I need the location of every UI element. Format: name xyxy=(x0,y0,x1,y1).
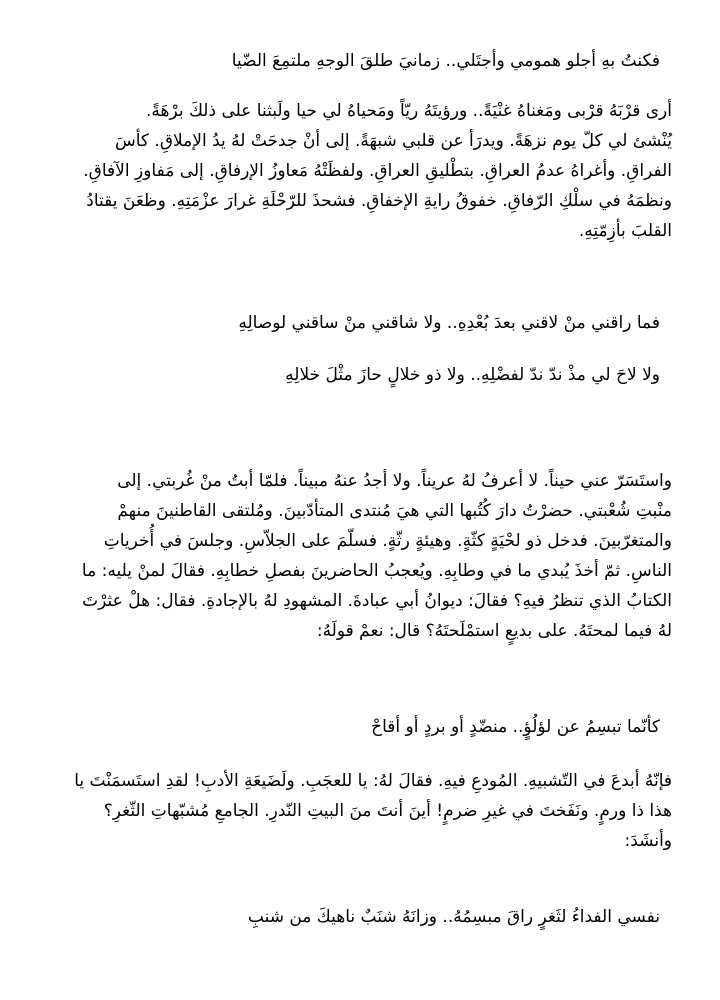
verse-2 xyxy=(60,360,660,390)
text-line: يُنْشئ لي كلّ يوم نزهَةً. ويدرَأ عن قلبي شبهَةً. إلى أنْ جدحَتْ لهُ يدُ الإملاقِ. كأسَ xyxy=(114,131,672,151)
text-line: واستَسَرّ عني حيناً. لا أعرفُ لهُ عريناً. ولا أجدُ عنهُ مبيناً. فلمّا أبتُ منْ غُربتي. إلى xyxy=(117,471,672,491)
text-line: القلبَ بأزِمّتِهِ. xyxy=(578,221,672,241)
paragraph-3 xyxy=(48,766,672,856)
text-line: هذا ذا ورمٍ. ونَفَختَ في غيرِ ضرمٍ! أينَ أنتَ منَ البيتِ النّدرِ. الجامعِ مُشبّهاتِ الثّغرِ؟ xyxy=(103,801,672,821)
text-line: والمتغرّبينَ. فدخل ذو لحْيَةٍ كثّةٍ. وهيئةٍ رثّةٍ. فسلّمَ على الجلاّسِ. وجلسَ في أُخرياتِ xyxy=(103,531,672,551)
text-line: الناسِ. ثمّ أخذَ يُبدي ما في وطابِهِ. ويُعجبُ الحاضرينَ بفصلِ خطابِهِ. فقالَ لمنْ يليه: ما xyxy=(81,561,672,581)
opening-verse xyxy=(60,46,660,76)
text-line: لهُ فيما لمحتَهُ. على بديعٍ استمْلَحتَهُ؟ قال: نعمْ قولَهُ: xyxy=(316,621,672,641)
text-line: ولا لاحَ لي مذْ ندّ ندّ لفضْلِهِ.. ولا ذو خلالٍ حازَ مثْلَ خلالِهِ xyxy=(285,365,660,385)
paragraph-1 xyxy=(48,96,672,246)
text-line: كأنّما تبسِمُ عن لؤلُؤٍ.. منضّدٍ أو بردٍ أو أقاحْ xyxy=(371,717,660,737)
text-line: وأنشَدَ: xyxy=(624,831,672,851)
text-line: ونظمَهُ في سلْكِ الرّفاقِ. خفوقُ رايةِ الإخفاقِ. فشحذَ للرّحْلَةِ غرارَ عزْمَتِهِ. وظعَنَ يقتادُ xyxy=(86,191,672,211)
text-line: نفسي الفداءُ لثَغرٍ راقَ مبسِمُهُ.. وزانَهُ شنَبٌ ناهيكَ من شنبِ xyxy=(247,907,660,927)
verse-1 xyxy=(60,308,660,338)
text-line: الفراقِ. وأغراهُ عدمُ العراقِ. بتطْليقِ العراقِ. ولفظَتْهُ مَعاوزُ الإرفاقِ. إلى مَفاوزِ الآفاقِ. xyxy=(83,161,672,181)
text-line: فإنّهُ أبدعَ في التّشبيهِ. المُودعِ فيهِ. فقالَ لهُ: يا للعجَبِ. ولَضَيعَةِ الأدبِ! لقدِ استَسمَنْتَ يا xyxy=(74,771,672,791)
paragraph-2 xyxy=(48,466,672,646)
text-line: فكنتُ بهِ أجلو همومي وأجتَلي.. زمانيَ طلقَ الوجهِ ملتمِعَ الضّيا xyxy=(231,51,660,71)
verse-3 xyxy=(60,712,660,742)
text-line: الكتابُ الذي تنظرُ فيهِ؟ فقالَ: ديوانُ أبي عبادةَ. المشهودِ لهُ بالإجادةِ. فقال: هلْ عثرْتَ xyxy=(82,591,672,611)
text-line: أرى قرْبَهُ قرْبى ومَغناهُ غنْيَةً.. ورؤيتَهُ ريّاً ومَحياهُ لي حيا ولَبثنا على ذلكَ برْهَةً. xyxy=(145,101,672,121)
text-line: فما راقني منْ لاقني بعدَ بُعْدِهِ.. ولا شاقني منْ ساقني لوصالِهِ xyxy=(238,313,660,333)
text-line: منْبتِ شُعْبتي. حضرْتُ دارَ كُتُبها التي هيَ مُنتدى المتأدّبينَ. ومُلتقى القاطنينَ منهمْ xyxy=(117,501,672,521)
verse-4 xyxy=(60,902,660,932)
